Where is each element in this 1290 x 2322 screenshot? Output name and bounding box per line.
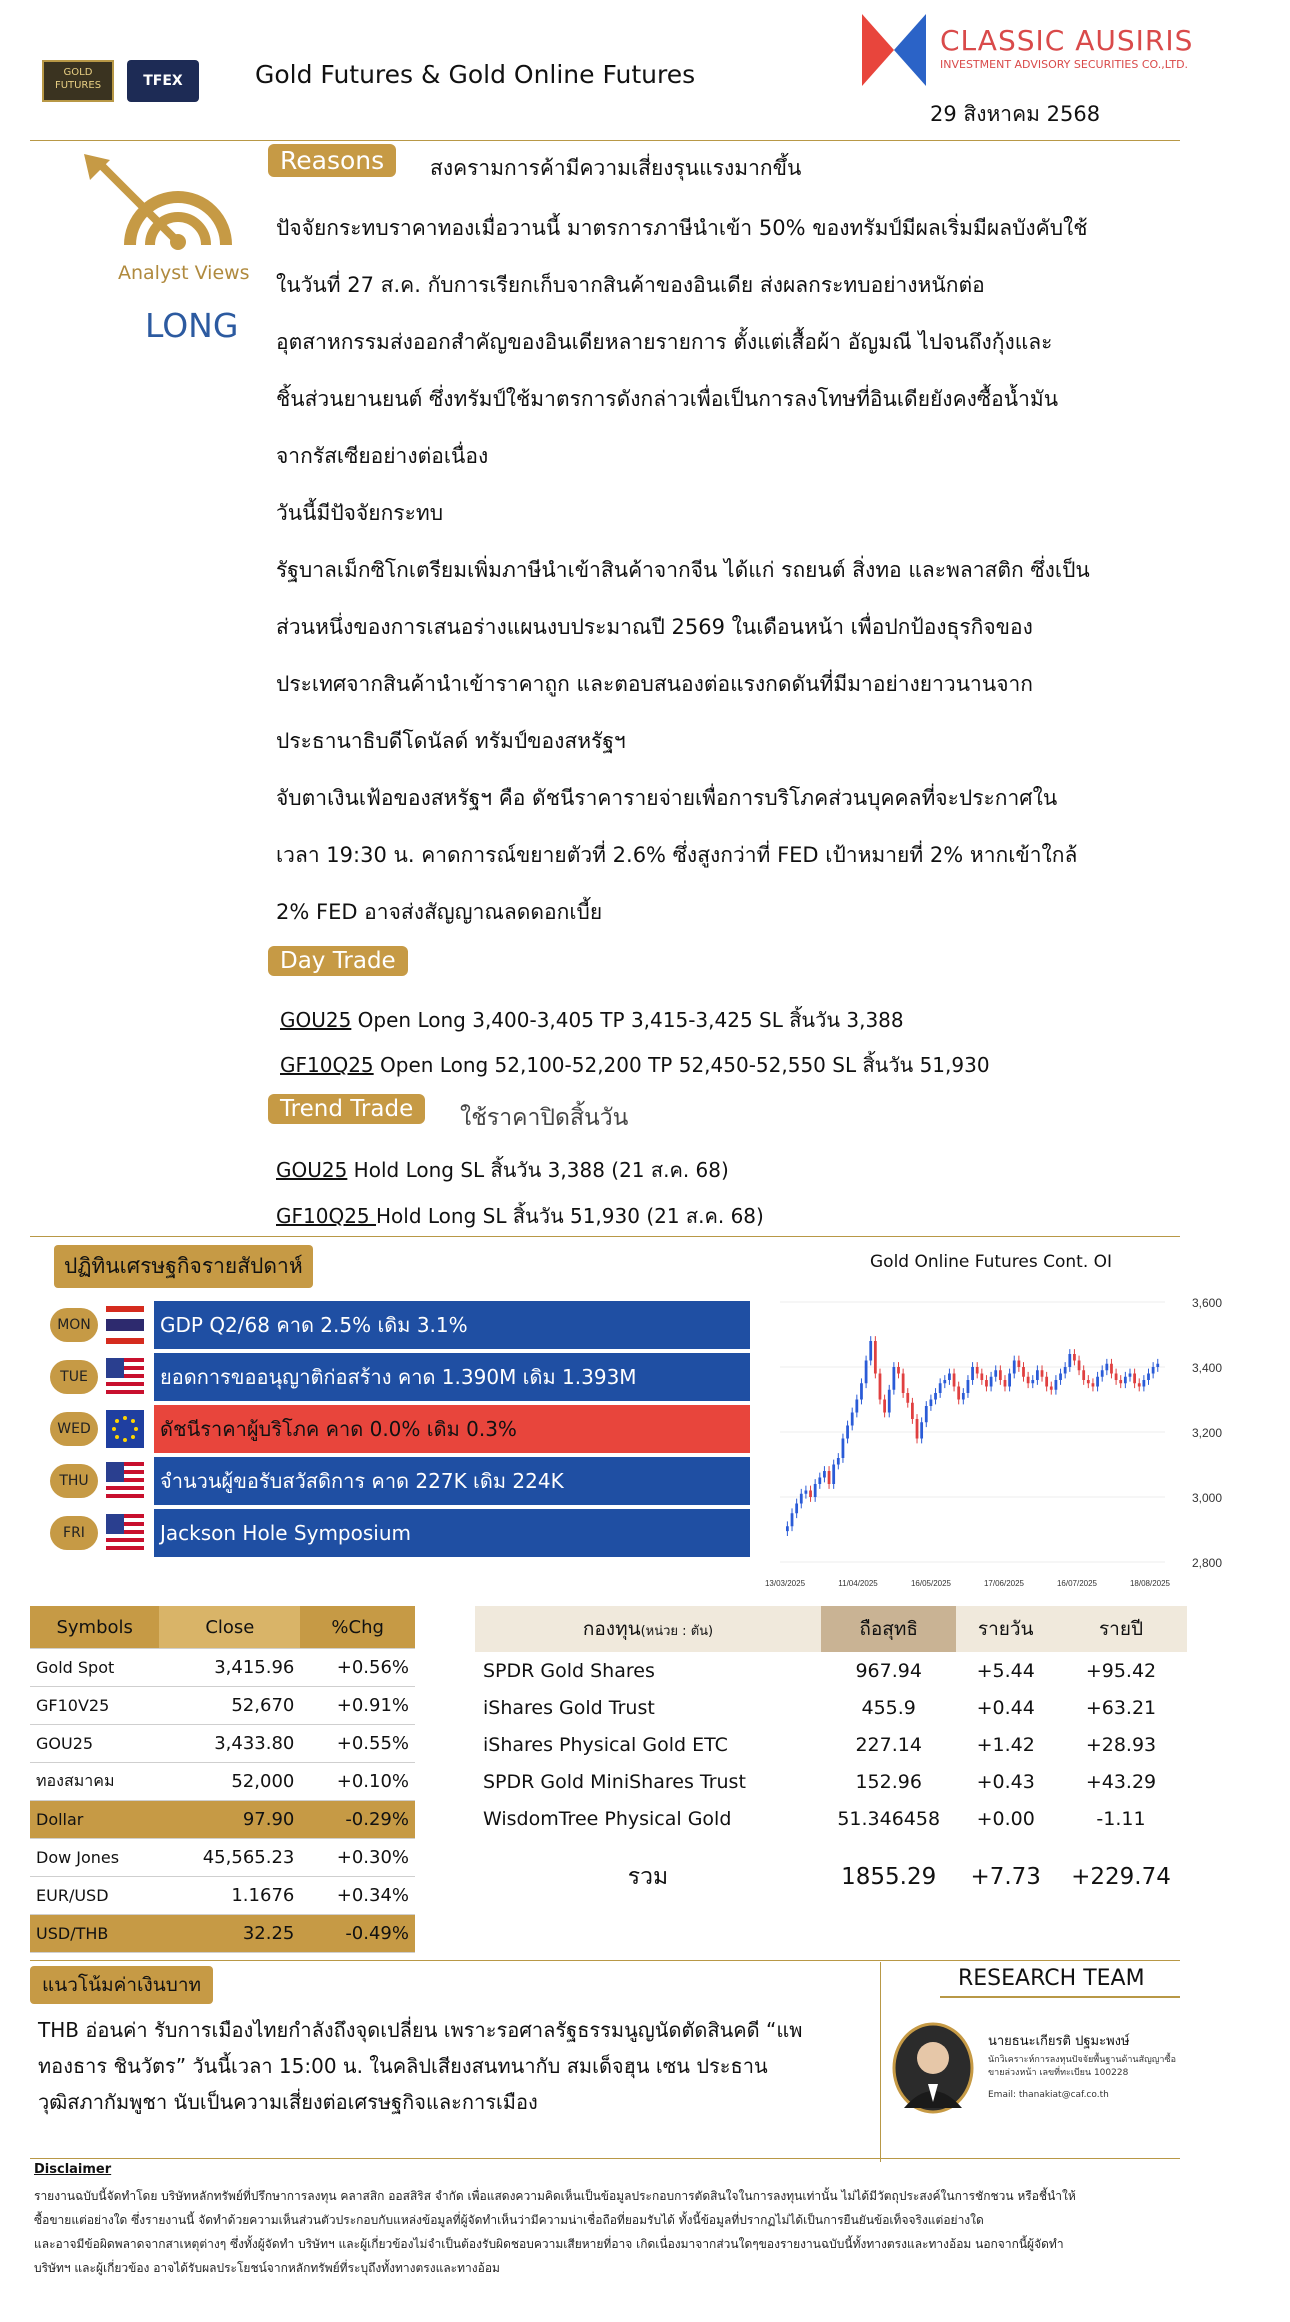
us-flag-icon: [106, 1514, 144, 1552]
candle: [971, 1367, 974, 1380]
candle: [869, 1341, 872, 1361]
candle: [1078, 1361, 1081, 1371]
day-badge: MON: [50, 1308, 98, 1342]
candle: [930, 1400, 933, 1407]
candle: [832, 1465, 835, 1485]
x-tick-label: 11/04/2025: [838, 1579, 878, 1588]
unit-label: (หน่วย : ตัน): [640, 1624, 714, 1639]
analyst-email: Email: thanakiat@caf.co.th: [988, 2090, 1109, 2100]
candle: [1050, 1387, 1053, 1390]
fund-daily-change: +0.00: [976, 1807, 1035, 1830]
candle: [814, 1484, 817, 1497]
column-header: Close: [159, 1606, 300, 1649]
candle: [990, 1377, 993, 1387]
reasons-headline: สงครามการค้ามีความเสี่ยงรุนแรงมากขึ้น: [430, 156, 802, 180]
trend-trade-note: ใช้ราคาปิดสิ้นวัน: [460, 1105, 629, 1131]
candle: [985, 1380, 988, 1387]
column-header: Symbols: [30, 1606, 159, 1649]
y-tick-label: 3,000: [1191, 1491, 1223, 1505]
candle: [1101, 1370, 1104, 1377]
candle: [851, 1413, 854, 1426]
fund-holdings: 967.94: [855, 1659, 922, 1682]
disclaimer-body: [34, 2184, 1214, 2280]
close-value: 52,670: [159, 1687, 300, 1725]
day-badge: THU: [50, 1464, 98, 1498]
candle: [1055, 1380, 1058, 1390]
fund-name: SPDR Gold Shares: [483, 1659, 655, 1682]
table-row: [30, 1725, 415, 1763]
trend-trade-line: [276, 1154, 729, 1186]
candle: [1156, 1364, 1159, 1367]
day-trade-tag: Day Trade: [268, 946, 408, 976]
candle: [805, 1491, 808, 1494]
candle: [902, 1374, 905, 1394]
total-row: [475, 1837, 1187, 1917]
candle: [920, 1422, 923, 1438]
table-row: [475, 1689, 1187, 1726]
calendar-event: จำนวนผู้ขอรับสวัสดิการ คาด 227K เดิม 224K: [154, 1457, 750, 1505]
candle: [976, 1367, 979, 1374]
symbol-name: USD/THB: [30, 1915, 159, 1953]
candle: [1105, 1364, 1108, 1371]
table-row: [30, 1687, 415, 1725]
pct-change: -0.49%: [300, 1915, 415, 1953]
candle: [962, 1393, 965, 1400]
table-row: [475, 1763, 1187, 1800]
candle: [874, 1341, 877, 1374]
candle: [855, 1400, 858, 1413]
pct-change: +0.55%: [300, 1725, 415, 1763]
table-row: [30, 1915, 415, 1953]
reasons-body: [276, 200, 1196, 941]
fund-ytd-change: +63.21: [1085, 1696, 1157, 1719]
candle: [957, 1387, 960, 1400]
total-label: รวม: [627, 1864, 669, 1890]
day-badge: FRI: [50, 1516, 98, 1550]
candle: [791, 1513, 794, 1526]
section-divider: [30, 1236, 1180, 1237]
table-row: [30, 1877, 415, 1915]
baht-outlook-tag: แนวโน้มค่าเงินบาท: [30, 1966, 213, 2004]
candle: [1119, 1380, 1122, 1383]
close-value: 3,433.80: [159, 1725, 300, 1763]
baht-outlook-body: [38, 2012, 878, 2120]
trade-instruction: Hold Long SL สิ้นวัน 3,388 (21 ส.ค. 68): [347, 1158, 729, 1182]
candle: [1092, 1383, 1095, 1386]
total-ytd-change: +229.74: [1071, 1864, 1171, 1890]
fund-name: iShares Physical Gold ETC: [483, 1733, 728, 1756]
candle: [1013, 1361, 1016, 1374]
candle: [953, 1374, 956, 1387]
candle: [1133, 1374, 1136, 1384]
symbol-label: GOU25: [280, 1008, 352, 1032]
candle: [1027, 1377, 1030, 1384]
day-trade-line: [280, 1049, 990, 1081]
total-daily-change: +7.73: [970, 1864, 1041, 1890]
candle: [925, 1406, 928, 1422]
close-value: 45,565.23: [159, 1839, 300, 1877]
y-tick-label: 2,800: [1191, 1556, 1223, 1570]
candle: [842, 1439, 845, 1459]
tfex-logo: TFEX: [127, 60, 199, 102]
calendar-event: ยอดการขออนุญาติก่อสร้าง คาด 1.390M เดิม 1.393M: [154, 1353, 750, 1401]
candle: [837, 1458, 840, 1465]
table-row: [30, 1839, 415, 1877]
reasons-line: วันนี้มีปัจจัยกระทบ: [276, 501, 444, 525]
total-holdings: 1855.29: [841, 1864, 937, 1890]
disclaimer-line: ซื้อขายแต่อย่างใด ซึ่งรายงานนี้ จัดทำด้วยความเห็นส่วนตัวประกอบกับแหล่งข้อมูลที่ผู้จัดทำเห็นว่ามีความน่าเชื่อถือที่ยอมรับได้ ทั้งนี้ข้อมูลที่ปรากฏไม่ได้เป็นการยืนยันข้อเท็จจริงแต่อย่างใด: [34, 2213, 984, 2227]
pct-change: +0.56%: [300, 1649, 415, 1687]
disclaimer-line: บริษัทฯ และผู้เกี่ยวข้อง อาจได้รับผลประโยชน์จากหลักทรัพย์ที่ระบุถึงทั้งทางตรงและทางอ้อม: [34, 2261, 500, 2275]
table-row: [475, 1726, 1187, 1763]
reasons-line: ชิ้นส่วนยานยนต์ ซึ่งทรัมป์ใช้มาตรการดังกล่าวเพื่อเป็นการลงโทษที่อินเดียยังคงซื้อน้ำมัน: [276, 387, 1059, 411]
day-badge: TUE: [50, 1360, 98, 1394]
thailand-flag-icon: [106, 1306, 144, 1344]
table-row: [30, 1801, 415, 1839]
symbol-label: GF10Q25: [280, 1053, 374, 1077]
fund-daily-change: +5.44: [976, 1659, 1035, 1682]
fund-name: iShares Gold Trust: [483, 1696, 655, 1719]
table-header-row: [475, 1606, 1187, 1652]
vertical-divider: [880, 1962, 881, 2162]
symbol-name: Dow Jones: [30, 1839, 159, 1877]
calendar-event: GDP Q2/68 คาด 2.5% เดิม 3.1%: [154, 1301, 750, 1349]
candle: [888, 1390, 891, 1413]
target-dart-icon: [80, 150, 260, 260]
reasons-line: ประเทศจากสินค้านำเข้าราคาถูก และตอบสนองต่อแรงกดดันที่มีมาอย่างยาวนานจาก: [276, 672, 1034, 696]
table-row: [30, 1763, 415, 1801]
day-badge: WED: [50, 1412, 98, 1446]
reasons-line: จากรัสเซียอย่างต่อเนื่อง: [276, 444, 489, 468]
disclaimer-line: รายงานฉบับนี้จัดทำโดย บริษัทหลักทรัพย์ที่ปรึกษาการลงทุน คลาสสิก ออสสิริส จำกัด เพื่อแสดงความคิดเห็นเป็นข้อมูลประกอบการตัดสินใจในการลงทุนเท่านั้น ไม่ได้มีวัตถุประสงค์ในการชักชวน หรือชี้นำให้: [34, 2189, 1076, 2203]
candle: [1068, 1354, 1071, 1367]
calendar-row: [50, 1508, 750, 1558]
candle: [1031, 1380, 1034, 1383]
analyst-avatar: [892, 2022, 974, 2114]
candle: [809, 1491, 812, 1498]
classic-ausiris-logo-mark: [862, 14, 926, 86]
y-tick-label: 3,400: [1191, 1361, 1223, 1375]
candle: [786, 1526, 789, 1531]
fund-holdings: 455.9: [861, 1696, 916, 1719]
calendar-event: ดัชนีราคาผู้บริโภค คาด 0.0% เดิม 0.3%: [154, 1405, 750, 1453]
candle: [1115, 1374, 1118, 1381]
column-header: [475, 1606, 821, 1652]
reasons-line: ในวันที่ 27 ส.ค. กับการเรียกเก็บจากสินค้าของอินเดีย ส่งผลกระทบอย่างหนักต่อ: [276, 273, 985, 297]
candle: [994, 1370, 997, 1377]
candle: [865, 1361, 868, 1384]
x-tick-label: 16/07/2025: [1056, 1579, 1098, 1588]
baht-line: วุฒิสภากัมพูชา นับเป็นความเสี่ยงต่อเศรษฐกิจและการเมือง: [38, 2090, 538, 2114]
x-tick-label: 18/08/2025: [1129, 1579, 1171, 1588]
fund-ytd-change: -1.11: [1096, 1807, 1146, 1830]
symbol-name: ทองสมาคม: [30, 1763, 159, 1801]
fund-name: WisdomTree Physical Gold: [483, 1807, 732, 1830]
candle: [883, 1400, 886, 1413]
candle: [1138, 1383, 1141, 1386]
candle: [980, 1374, 983, 1381]
candle: [943, 1380, 946, 1383]
candle: [1087, 1380, 1090, 1383]
brand-subtitle: INVESTMENT ADVISORY SECURITIES CO.,LTD.: [940, 58, 1189, 71]
fund-name: SPDR Gold MiniShares Trust: [483, 1770, 746, 1793]
close-value: 3,415.96: [159, 1649, 300, 1687]
symbol-name: Gold Spot: [30, 1649, 159, 1687]
x-tick-label: 16/05/2025: [910, 1579, 952, 1588]
calendar-row: [50, 1352, 750, 1402]
gold-futures-logo: GOLD FUTURES: [42, 60, 114, 102]
calendar-row: [50, 1404, 750, 1454]
pct-change: -0.29%: [300, 1801, 415, 1839]
candle: [934, 1393, 937, 1400]
baht-line: THB อ่อนค่า รับการเมืองไทยกำลังถึงจุดเปลี่ยน เพราะรอศาลรัฐธรรมนูญนัดตัดสินคดี “แพ: [38, 2018, 803, 2042]
table-row: [475, 1652, 1187, 1689]
gold-etf-table: [475, 1606, 1187, 1917]
reasons-line: 2% FED อาจส่งสัญญาณลดดอกเบี้ย: [276, 900, 603, 924]
candle: [1147, 1374, 1150, 1381]
candle: [1152, 1367, 1155, 1374]
us-flag-icon: [106, 1358, 144, 1396]
candle: [828, 1471, 831, 1484]
candle: [1017, 1361, 1020, 1368]
header-divider: [30, 140, 1180, 141]
research-underline: [940, 1996, 1180, 1998]
trade-instruction: Hold Long SL สิ้นวัน 51,930 (21 ส.ค. 68): [376, 1204, 764, 1228]
column-header: %Chg: [300, 1606, 415, 1649]
reasons-line: รัฐบาลเม็กซิโกเตรียมเพิ่มภาษีนำเข้าสินค้าจากจีน ได้แก่ รถยนต์ สิ่งทอ และพลาสติก ซึ่งเป็น: [276, 558, 1090, 582]
calendar-title: ปฏิทินเศรษฐกิจรายสัปดาห์: [54, 1245, 313, 1288]
candle: [1008, 1374, 1011, 1387]
column-header: รายปี: [1055, 1606, 1187, 1652]
reasons-line: เวลา 19:30 น. คาดการณ์ขยายตัวที่ 2.6% ซึ่งสูงกว่าที่ FED เป้าหมายที่ 2% หากเข้าใกล้: [276, 843, 1078, 867]
candle: [1036, 1370, 1039, 1380]
close-value: 1.1676: [159, 1877, 300, 1915]
candle: [1142, 1380, 1145, 1387]
fund-holdings: 51.346458: [837, 1807, 941, 1830]
fund-daily-change: +0.43: [976, 1770, 1035, 1793]
pct-change: +0.30%: [300, 1839, 415, 1877]
close-value: 52,000: [159, 1763, 300, 1801]
candle: [800, 1494, 803, 1504]
candle: [1124, 1377, 1127, 1384]
symbol-name: Dollar: [30, 1801, 159, 1839]
candle: [892, 1367, 895, 1390]
analyst-name: นายธนะเกียรติ ปฐมะพงษ์: [988, 2034, 1130, 2049]
reasons-line: ปัจจัยกระทบราคาทองเมื่อวานนี้ มาตรการภาษีนำเข้า 50% ของทรัมป์มีผลเริ่มมีผลบังคับใช้: [276, 216, 1088, 240]
candle: [1064, 1367, 1067, 1374]
reasons-line: จับตาเงินเฟ้อของสหรัฐฯ คือ ดัชนีราคารายจ่ายเพื่อการบริโภคส่วนบุคคลที่จะประกาศใน: [276, 786, 1058, 810]
eu-flag-icon: [106, 1410, 144, 1448]
section-divider: [30, 2158, 1180, 2159]
calendar-row: [50, 1456, 750, 1506]
trend-trade-line: [276, 1200, 764, 1232]
brand-name: CLASSIC AUSIRIS: [940, 24, 1194, 57]
symbol-label: GOU25: [276, 1158, 348, 1182]
candle: [999, 1370, 1002, 1380]
day-trade-line: [280, 1004, 904, 1036]
y-tick-label: 3,200: [1191, 1426, 1223, 1440]
disclaimer-title: Disclaimer: [34, 2162, 112, 2177]
report-date: 29 สิงหาคม 2568: [930, 102, 1101, 126]
candle: [1073, 1354, 1076, 1361]
candle: [906, 1393, 909, 1403]
trade-instruction: Open Long 3,400-3,405 TP 3,415-3,425 SL สิ้นวัน 3,388: [351, 1008, 904, 1032]
candle: [860, 1383, 863, 1399]
close-value: 32.25: [159, 1915, 300, 1953]
pct-change: +0.34%: [300, 1877, 415, 1915]
candle: [1059, 1374, 1062, 1381]
fund-daily-change: +0.44: [976, 1696, 1035, 1719]
reasons-line: ส่วนหนึ่งของการเสนอร่างแผนงบประมาณปี 2569 ในเดือนหน้า เพื่อปกป้องธุรกิจของ: [276, 615, 1033, 639]
candle: [1110, 1364, 1113, 1374]
symbol-name: EUR/USD: [30, 1877, 159, 1915]
candle: [1082, 1370, 1085, 1380]
candle: [1129, 1374, 1132, 1377]
candle: [795, 1504, 798, 1514]
candle: [879, 1374, 882, 1400]
calendar-event: Jackson Hole Symposium: [154, 1509, 750, 1557]
candle: [818, 1478, 821, 1485]
candle: [823, 1471, 826, 1478]
section-divider: [30, 1960, 1180, 1961]
analyst-views-label: Analyst Views: [118, 262, 250, 284]
fund-header-label: กองทุน: [582, 1618, 641, 1640]
fund-ytd-change: +95.42: [1085, 1659, 1157, 1682]
candle: [1096, 1377, 1099, 1387]
candle: [1022, 1367, 1025, 1377]
trend-trade-tag: Trend Trade: [268, 1094, 425, 1124]
x-tick-label: 17/06/2025: [983, 1579, 1025, 1588]
table-row: [30, 1649, 415, 1687]
symbol-label: GF10Q25: [276, 1204, 376, 1228]
trade-instruction: Open Long 52,100-52,200 TP 52,450-52,550 SL สิ้นวัน 51,930: [373, 1053, 990, 1077]
reasons-line: อุตสาหกรรมส่งออกสำคัญของอินเดียหลายรายการ ตั้งแต่เสื้อผ้า อัญมณี ไปจนถึงกุ้งและ: [276, 330, 1053, 354]
candle: [911, 1403, 914, 1419]
y-tick-label: 3,600: [1191, 1296, 1223, 1310]
candle: [897, 1367, 900, 1374]
page-title: Gold Futures & Gold Online Futures: [255, 60, 696, 89]
table-header-row: [30, 1606, 415, 1649]
x-tick-label: 13/03/2025: [764, 1579, 806, 1588]
column-header: รายวัน: [956, 1606, 1055, 1652]
candle: [916, 1419, 919, 1439]
symbol-name: GOU25: [30, 1725, 159, 1763]
candle: [948, 1374, 951, 1381]
candle: [1045, 1377, 1048, 1387]
candle: [967, 1380, 970, 1393]
table-row: [475, 1800, 1187, 1837]
fund-holdings: 152.96: [855, 1770, 922, 1793]
close-value: 97.90: [159, 1801, 300, 1839]
reasons-tag: Reasons: [268, 144, 396, 177]
fund-daily-change: +1.42: [976, 1733, 1035, 1756]
us-flag-icon: [106, 1462, 144, 1500]
calendar-row: [50, 1300, 750, 1350]
analyst-view-long: LONG: [145, 306, 239, 345]
pct-change: +0.10%: [300, 1763, 415, 1801]
column-header: ถือสุทธิ: [821, 1606, 956, 1652]
pct-change: +0.91%: [300, 1687, 415, 1725]
candle: [939, 1383, 942, 1393]
disclaimer-line: และอาจมีข้อผิดพลาดจากสาเหตุต่างๆ ซึ่งทั้งผู้จัดทำ บริษัทฯ และผู้เกี่ยวข้องไม่จำเป็นต้องรับผิดชอบความเสียหายที่อาจ เกิดเนื่องมาจากส่วนใดๆของรายงานฉบับนี้ทั้งทางตรงและทางอ้อม นอกจากนี้ผู้จัดทำ: [34, 2237, 1064, 2251]
reasons-line: ประธานาธิบดีโดนัลด์ ทรัมป์ของสหรัฐฯ: [276, 729, 626, 753]
gold-oi-chart: [764, 1290, 1240, 1600]
chart-title: Gold Online Futures Cont. OI: [870, 1252, 1113, 1272]
fund-holdings: 227.14: [855, 1733, 922, 1756]
research-team-title: RESEARCH TEAM: [958, 1966, 1145, 1991]
candle: [1041, 1370, 1044, 1377]
fund-ytd-change: +28.93: [1085, 1733, 1157, 1756]
candle: [846, 1426, 849, 1439]
fund-ytd-change: +43.29: [1085, 1770, 1157, 1793]
symbols-table: [30, 1606, 415, 1953]
baht-line: ทองธาร ชินวัตร” วันนี้เวลา 15:00 น. ในคลิปเสียงสนทนากับ สมเด็จฮุน เซน ประธาน: [38, 2054, 768, 2078]
symbol-name: GF10V25: [30, 1687, 159, 1725]
candle: [1004, 1380, 1007, 1387]
analyst-license: นักวิเคราะห์การลงทุนปัจจัยพื้นฐานด้านสัญญาซื้อขายล่วงหน้า เลขที่ทะเบียน 100228: [988, 2055, 1176, 2078]
